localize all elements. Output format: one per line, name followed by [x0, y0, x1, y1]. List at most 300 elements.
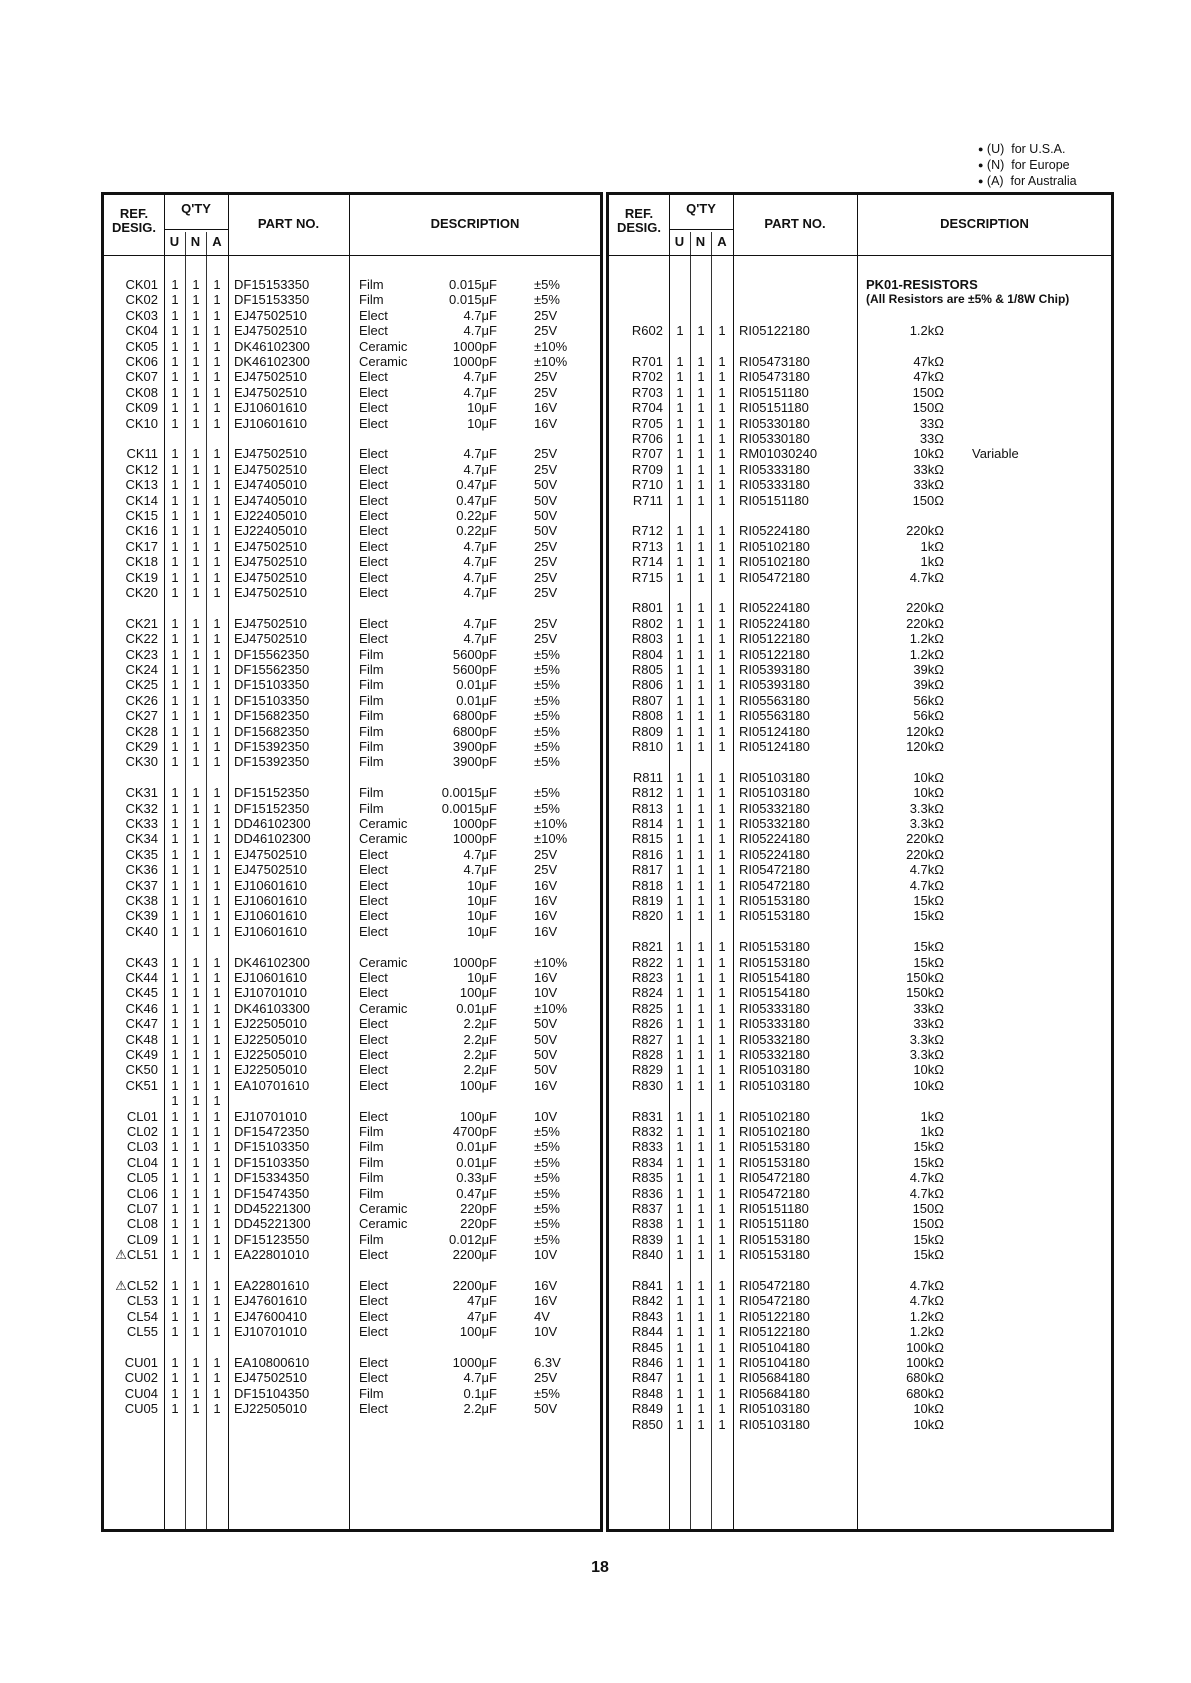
qty-u: 1: [676, 1401, 684, 1417]
component-rating: ±10%: [534, 816, 568, 831]
component-rating: 25V: [534, 369, 558, 385]
resistance-value: 15kΩ: [913, 1154, 944, 1170]
qty-a: 1: [718, 431, 726, 446]
part-number: EJ47502510: [234, 323, 308, 339]
ref-desig: R835: [631, 1170, 663, 1186]
qty-u: 1: [676, 1185, 684, 1201]
part-number: DF15103350: [234, 692, 310, 708]
qty-n: 1: [192, 569, 200, 585]
qty-n: 1: [192, 662, 200, 677]
part-number: RI05153180: [739, 1154, 810, 1170]
component-value: 4.7μF: [463, 538, 497, 554]
qty-n: 1: [192, 1077, 200, 1093]
ref-desig: CK06: [125, 354, 158, 369]
component-value: 1000pF: [452, 954, 497, 970]
qty-n: 1: [697, 1077, 705, 1093]
ref-desig: R702: [631, 369, 663, 385]
component-type: Elect: [359, 1247, 388, 1263]
resistance-value: 47kΩ: [913, 369, 944, 385]
component-value: 0.22μF: [456, 508, 497, 523]
component-type: Elect: [359, 461, 388, 477]
component-type: Elect: [359, 615, 388, 631]
part-number: DF15392350: [234, 754, 310, 770]
ref-desig: CK38: [125, 893, 158, 908]
resistance-value: 150Ω: [912, 1216, 944, 1232]
qty-u: 1: [676, 1416, 684, 1432]
resistance-value: 33Ω: [919, 415, 944, 431]
part-number: RI05124180: [739, 723, 810, 739]
component-value: 4.7μF: [463, 631, 497, 647]
resistance-value: 220kΩ: [906, 846, 944, 862]
component-rating: ±5%: [534, 646, 560, 662]
component-type: Elect: [359, 446, 388, 462]
ref-desig: CK50: [125, 1062, 158, 1078]
resistance-value: 150Ω: [912, 400, 944, 416]
qty-u: 1: [676, 1016, 684, 1032]
component-value: 47μF: [467, 1308, 497, 1324]
qty-a: 1: [718, 862, 726, 878]
part-number: DD46102300: [234, 831, 311, 847]
qty-u: 1: [676, 831, 684, 847]
part-number: RI05153180: [739, 1247, 810, 1263]
qty-n: 1: [697, 769, 705, 785]
component-value: 2.2μF: [463, 1031, 497, 1047]
component-type: Film: [359, 646, 384, 662]
component-rating: 25V: [534, 585, 558, 600]
part-number: EJ10601610: [234, 400, 308, 416]
qty-n: 1: [192, 492, 200, 508]
qty-n: 1: [697, 354, 705, 369]
part-number: DD45221300: [234, 1216, 311, 1232]
part-number: RI05472180: [739, 569, 810, 585]
component-rating: ±5%: [534, 277, 560, 292]
qty-u: 1: [676, 492, 684, 508]
ref-desig: R812: [631, 785, 663, 801]
ref-desig: R844: [631, 1324, 663, 1340]
component-type: Elect: [359, 1062, 388, 1078]
ref-desig: R709: [631, 461, 663, 477]
component-rating: 16V: [534, 415, 558, 431]
component-type: Elect: [359, 923, 388, 939]
qty-u: 1: [171, 877, 179, 893]
component-type: Elect: [359, 1031, 388, 1047]
qty-a: 1: [213, 585, 221, 600]
resistance-value: 10kΩ: [913, 769, 944, 785]
resistance-value: 120kΩ: [906, 739, 944, 754]
qty-a: 1: [213, 384, 221, 400]
ref-desig: R705: [631, 415, 663, 431]
qty-a: 1: [213, 554, 221, 570]
qty-a: 1: [718, 1324, 726, 1340]
part-number: RI05104180: [739, 1339, 810, 1355]
component-value: 10μF: [467, 415, 497, 431]
legend-code: (U): [986, 142, 1005, 156]
qty-u: 1: [171, 631, 179, 647]
qty-a: 1: [213, 1324, 221, 1340]
qty-u: 1: [676, 538, 684, 554]
part-number: DF15152350: [234, 785, 310, 801]
qty-a: 1: [213, 1247, 221, 1263]
qty-n: 1: [697, 677, 705, 693]
qty-a: 1: [213, 1278, 221, 1293]
resistance-value: 220kΩ: [906, 600, 944, 616]
part-number: EJ47405010: [234, 477, 308, 493]
resistance-value: 4.7kΩ: [909, 862, 944, 878]
qty-u: 1: [676, 446, 684, 462]
part-number: RI05333180: [739, 1000, 810, 1016]
qty-a: 1: [718, 1385, 726, 1401]
component-value: 5600pF: [452, 662, 497, 677]
resistance-value: 33kΩ: [913, 461, 944, 477]
ref-desig: CK43: [125, 954, 158, 970]
component-type: Elect: [359, 415, 388, 431]
part-number: EJ47502510: [234, 446, 308, 462]
ref-desig: R836: [631, 1185, 663, 1201]
qty-n: 1: [697, 908, 705, 924]
ref-desig: CL55: [126, 1324, 158, 1340]
qty-a: 1: [213, 1201, 221, 1216]
qty-u: 1: [171, 1278, 179, 1293]
qty-a: 1: [718, 985, 726, 1001]
qty-u: 1: [676, 1108, 684, 1124]
part-number: EJ47502510: [234, 615, 308, 631]
component-type: Film: [359, 1231, 384, 1247]
component-value: 0.47μF: [456, 492, 497, 508]
qty-a: 1: [718, 692, 726, 708]
resistance-value: 33kΩ: [913, 1000, 944, 1016]
qty-a: 1: [718, 400, 726, 416]
qty-u: 1: [676, 431, 684, 446]
ref-desig: ⚠CL51: [115, 1247, 158, 1263]
component-rating: 50V: [534, 1047, 558, 1062]
ref-desig: R822: [631, 954, 663, 970]
qty-u: 1: [676, 1231, 684, 1247]
qty-u: 1: [676, 323, 684, 339]
qty-a: 1: [718, 1154, 726, 1170]
component-type: Elect: [359, 400, 388, 416]
ref-desig: R849: [631, 1401, 663, 1417]
component-rating: 50V: [534, 508, 558, 523]
ref-desig: R824: [631, 985, 663, 1001]
ref-desig: CK48: [125, 1031, 158, 1047]
component-rating: 25V: [534, 307, 558, 323]
qty-a: 1: [718, 1000, 726, 1016]
qty-a: 1: [718, 1062, 726, 1078]
qty-u: 1: [171, 662, 179, 677]
part-number: RI05103180: [739, 1401, 810, 1417]
ref-desig: CL54: [126, 1308, 158, 1324]
qty-u: 1: [676, 1000, 684, 1016]
ref-desig: R810: [631, 739, 663, 754]
qty-a: 1: [213, 1108, 221, 1124]
qty-n: 1: [192, 677, 200, 693]
qty-n: 1: [192, 908, 200, 924]
qty-u: 1: [676, 554, 684, 570]
qty-n: 1: [192, 1185, 200, 1201]
component-rating: 16V: [534, 400, 558, 416]
component-value: 47μF: [467, 1293, 497, 1309]
qty-u: 1: [171, 1324, 179, 1340]
qty-a: 1: [213, 369, 221, 385]
qty-a: 1: [718, 1185, 726, 1201]
part-number: EJ10601610: [234, 970, 308, 985]
part-number: RI05563180: [739, 692, 810, 708]
qty-u: 1: [676, 354, 684, 369]
qty-n: 1: [697, 461, 705, 477]
qty-n: 1: [192, 785, 200, 801]
qty-n: 1: [192, 277, 200, 292]
qty-u: 1: [171, 970, 179, 985]
component-type: Ceramic: [359, 831, 408, 847]
component-rating: ±5%: [534, 739, 560, 754]
component-value: 220pF: [460, 1201, 497, 1216]
qty-n: 1: [697, 1000, 705, 1016]
part-number: EJ47502510: [234, 538, 308, 554]
ref-desig: CU02: [124, 1370, 158, 1386]
qty-a: 1: [213, 1093, 221, 1109]
qty-n: 1: [192, 323, 200, 339]
qty-u: 1: [171, 1231, 179, 1247]
qty-n: 1: [697, 523, 705, 539]
legend-item-australia: [978, 174, 1077, 190]
qty-u: 1: [171, 908, 179, 924]
qty-n: 1: [697, 446, 705, 462]
qty-u: 1: [676, 1077, 684, 1093]
qty-u: 1: [676, 400, 684, 416]
resistance-value: 4.7kΩ: [909, 877, 944, 893]
qty-n: 1: [697, 646, 705, 662]
component-type: Elect: [359, 877, 388, 893]
qty-u: 1: [171, 1000, 179, 1016]
ref-desig: CL04: [126, 1154, 158, 1170]
qty-u: 1: [676, 1170, 684, 1186]
component-type: Elect: [359, 508, 388, 523]
part-number: RI05153180: [739, 893, 810, 908]
qty-u: 1: [676, 615, 684, 631]
ref-desig: CK22: [125, 631, 158, 647]
qty-a: 1: [718, 615, 726, 631]
qty-a: 1: [718, 1231, 726, 1247]
component-type: Film: [359, 1154, 384, 1170]
part-number: RI05472180: [739, 1185, 810, 1201]
part-number: EJ10601610: [234, 908, 308, 924]
component-note: Variable: [972, 446, 1019, 462]
qty-u: 1: [171, 1154, 179, 1170]
component-rating: ±5%: [534, 1385, 560, 1401]
qty-u: 1: [171, 1093, 179, 1109]
qty-u: 1: [171, 492, 179, 508]
qty-u: 1: [676, 523, 684, 539]
part-number: EJ10701010: [234, 985, 308, 1001]
qty-u: 1: [676, 908, 684, 924]
ref-desig: CK15: [125, 508, 158, 523]
page-number: 18: [591, 1559, 609, 1576]
ref-desig: CL02: [126, 1124, 158, 1139]
ref-desig: CL09: [126, 1231, 158, 1247]
ref-desig: R714: [631, 554, 663, 570]
qty-u: 1: [171, 831, 179, 847]
qty-a: 1: [213, 985, 221, 1001]
qty-n: 1: [697, 1139, 705, 1155]
component-rating: ±10%: [534, 338, 568, 354]
qty-u: 1: [676, 1247, 684, 1263]
component-rating: ±5%: [534, 677, 560, 693]
qty-u: 1: [171, 615, 179, 631]
qty-a: 1: [213, 508, 221, 523]
ref-desig: CK25: [125, 677, 158, 693]
component-rating: ±5%: [534, 723, 560, 739]
qty-a: 1: [213, 1000, 221, 1016]
qty-n: 1: [192, 538, 200, 554]
part-number: EA22801010: [234, 1247, 310, 1263]
qty-a: 1: [213, 400, 221, 416]
qty-n: 1: [697, 785, 705, 801]
ref-desig: R801: [631, 600, 663, 616]
qty-u: 1: [676, 708, 684, 724]
component-type: Film: [359, 785, 384, 801]
part-number: EJ47600410: [234, 1308, 308, 1324]
part-number: EJ47502510: [234, 1370, 308, 1386]
resistance-value: 10kΩ: [913, 1401, 944, 1417]
qty-n: 1: [192, 461, 200, 477]
component-rating: 4V: [534, 1308, 550, 1324]
part-number: RI05473180: [739, 354, 810, 369]
qty-u: 1: [676, 415, 684, 431]
component-type: Elect: [359, 908, 388, 924]
part-number: RM01030240: [739, 446, 818, 462]
part-number: RI05393180: [739, 677, 810, 693]
qty-a: 1: [213, 569, 221, 585]
component-value: 4.7μF: [463, 569, 497, 585]
qty-u: 1: [676, 662, 684, 677]
part-number: EJ22505010: [234, 1401, 308, 1417]
qty-n: 1: [192, 1231, 200, 1247]
qty-u: 1: [171, 477, 179, 493]
ref-desig: CK21: [125, 615, 158, 631]
qty-a: 1: [213, 1370, 221, 1386]
qty-a: 1: [213, 893, 221, 908]
part-number: EJ47502510: [234, 554, 308, 570]
component-type: Elect: [359, 1370, 388, 1386]
component-rating: 16V: [534, 1278, 558, 1293]
qty-n: 1: [697, 1370, 705, 1386]
ref-desig: CK45: [125, 985, 158, 1001]
resistance-value: 56kΩ: [913, 708, 944, 724]
component-value: 0.01μF: [456, 677, 497, 693]
qty-n: 1: [697, 1339, 705, 1355]
component-type: Elect: [359, 569, 388, 585]
part-number: RI05333180: [739, 477, 810, 493]
resistance-value: 15kΩ: [913, 1139, 944, 1155]
ref-desig: R819: [631, 893, 663, 908]
part-number: EJ47601610: [234, 1293, 308, 1309]
qty-u: 1: [171, 1201, 179, 1216]
component-rating: ±10%: [534, 831, 568, 847]
qty-n: 1: [192, 1308, 200, 1324]
legend-label: for Europe: [1011, 158, 1070, 172]
part-number: EJ47502510: [234, 384, 308, 400]
qty-n: 1: [192, 877, 200, 893]
resistance-value: 1.2kΩ: [909, 631, 944, 647]
component-value: 2.2μF: [463, 1062, 497, 1078]
part-number: DF15123550: [234, 1231, 310, 1247]
qty-a: 1: [718, 970, 726, 985]
qty-a: 1: [213, 1308, 221, 1324]
section-title: PK01-RESISTORS: [866, 277, 978, 292]
component-rating: 10V: [534, 1247, 558, 1263]
part-number: DF15682350: [234, 708, 310, 724]
part-number: RI05472180: [739, 1293, 810, 1309]
component-value: 0.0015μF: [441, 785, 497, 801]
ref-desig: R706: [631, 431, 663, 446]
qty-u: 1: [676, 1031, 684, 1047]
component-type: Elect: [359, 970, 388, 985]
qty-n: 1: [192, 292, 200, 308]
component-type: Film: [359, 1124, 384, 1139]
qty-n: 1: [192, 446, 200, 462]
part-number: RI05103180: [739, 785, 810, 801]
qty-a: 1: [213, 1047, 221, 1062]
part-number: EJ10601610: [234, 893, 308, 908]
qty-u: 1: [676, 600, 684, 616]
ref-desig: ⚠CL52: [115, 1278, 158, 1293]
qty-a: 1: [718, 384, 726, 400]
resistance-value: 33kΩ: [913, 477, 944, 493]
component-rating: ±5%: [534, 292, 560, 308]
component-value: 10μF: [467, 877, 497, 893]
qty-a: 1: [718, 1293, 726, 1309]
component-rating: 10V: [534, 1324, 558, 1340]
qty-a: 1: [213, 1185, 221, 1201]
ref-desig: CK08: [125, 384, 158, 400]
component-value: 4.7μF: [463, 323, 497, 339]
ref-desig: CK31: [125, 785, 158, 801]
component-type: Film: [359, 1385, 384, 1401]
component-type: Elect: [359, 323, 388, 339]
qty-a: 1: [213, 523, 221, 539]
component-value: 6800pF: [452, 723, 497, 739]
component-value: 6800pF: [452, 708, 497, 724]
component-value: 1000pF: [452, 354, 497, 369]
resistance-value: 1.2kΩ: [909, 1308, 944, 1324]
qty-n: 1: [192, 1324, 200, 1340]
component-rating: 16V: [534, 893, 558, 908]
qty-u: 1: [676, 723, 684, 739]
component-value: 0.47μF: [456, 477, 497, 493]
ref-desig: R815: [631, 831, 663, 847]
part-number: DF15472350: [234, 1124, 310, 1139]
qty-n: 1: [697, 708, 705, 724]
component-rating: 10V: [534, 985, 558, 1001]
part-number: EJ10601610: [234, 877, 308, 893]
component-rating: 50V: [534, 492, 558, 508]
qty-a: 1: [718, 523, 726, 539]
ref-desig: R838: [631, 1216, 663, 1232]
resistance-value: 220kΩ: [906, 523, 944, 539]
resistance-value: 10kΩ: [913, 1416, 944, 1432]
component-rating: 50V: [534, 1031, 558, 1047]
qty-u: 1: [676, 631, 684, 647]
ref-desig: CU01: [124, 1355, 158, 1370]
resistance-value: 680kΩ: [906, 1370, 944, 1386]
qty-u: 1: [676, 985, 684, 1001]
component-rating: 16V: [534, 1077, 558, 1093]
component-value: 4.7μF: [463, 862, 497, 878]
part-number: RI05102180: [739, 538, 810, 554]
qty-a: 1: [213, 739, 221, 754]
part-number: RI05472180: [739, 877, 810, 893]
part-number: EJ10701010: [234, 1324, 308, 1340]
